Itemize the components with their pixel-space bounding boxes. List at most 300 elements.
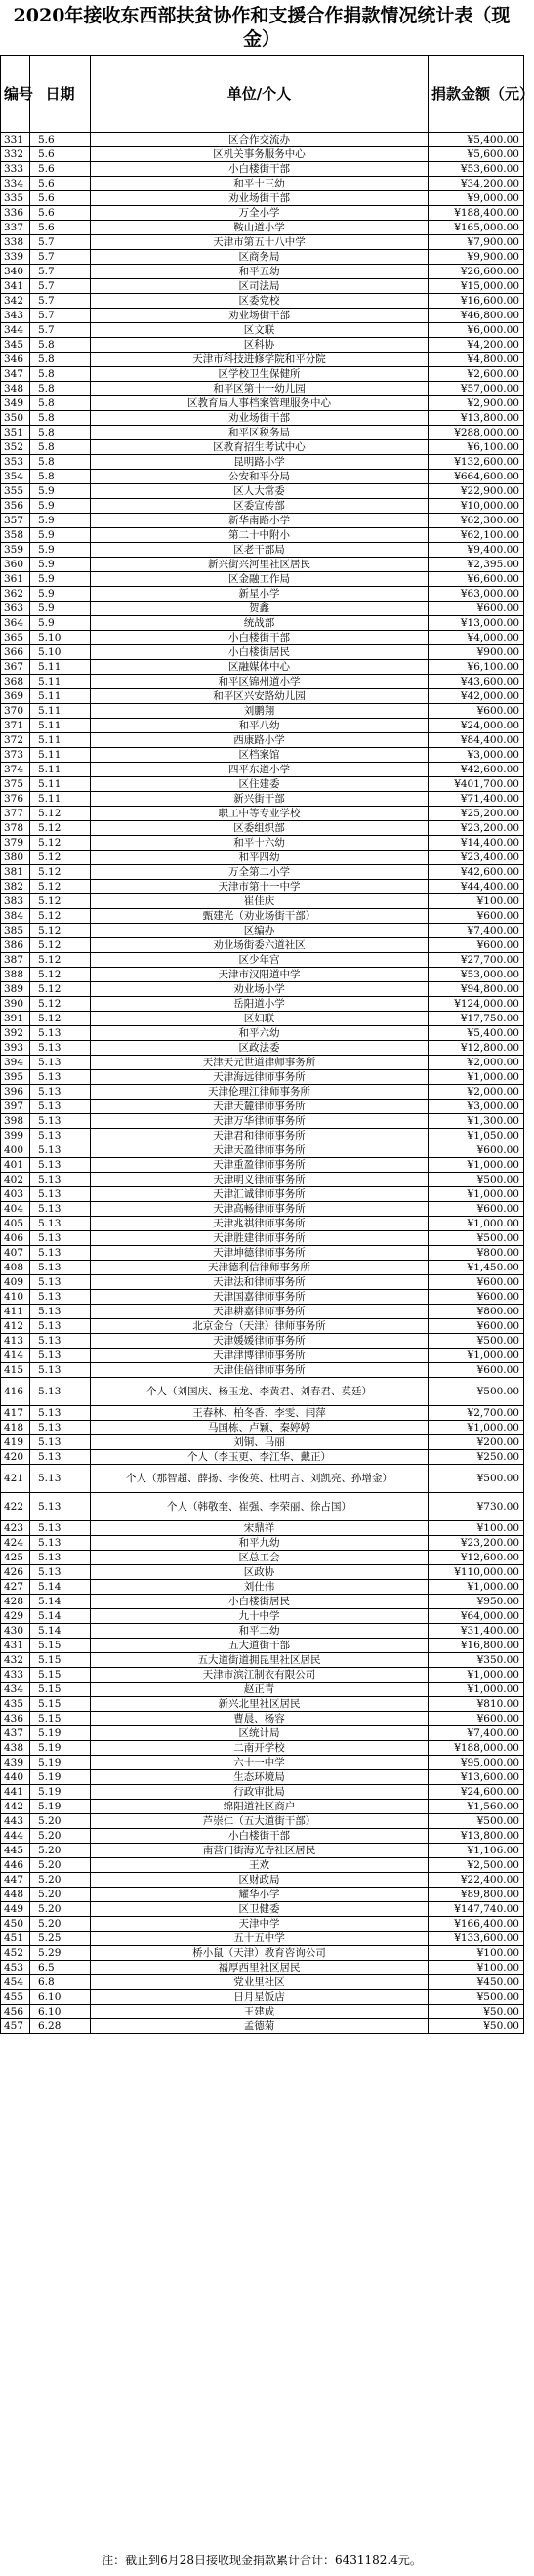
cell-unit: 天津市科技进修学院和平分院 [91, 353, 429, 367]
cell-no: 432 [1, 1653, 30, 1668]
cell-amount: ¥133,600.00 [429, 1932, 524, 1946]
cell-amount: ¥1,000.00 [429, 1217, 524, 1231]
cell-date: 5.12 [30, 909, 91, 924]
table-row [1, 1246, 524, 1261]
cell-unit: 劝业场街干部 [91, 309, 429, 323]
cell-amount: ¥250.00 [429, 1450, 524, 1465]
table-row [1, 1712, 524, 1726]
cell-amount: ¥16,800.00 [429, 1639, 524, 1653]
cell-no: 374 [1, 763, 30, 777]
table-row [1, 1873, 524, 1888]
table-row [1, 221, 524, 235]
cell-date: 5.13 [30, 1319, 91, 1334]
cell-date: 5.25 [30, 1932, 91, 1946]
cell-date: 6.10 [30, 2005, 91, 2019]
cell-no: 362 [1, 587, 30, 602]
cell-amount: ¥2,700.00 [429, 1406, 524, 1421]
cell-amount: ¥4,000.00 [429, 631, 524, 645]
cell-unit: 天津胜建律师事务所 [91, 1231, 429, 1246]
cell-amount: ¥1,000.00 [429, 1187, 524, 1202]
table-row [1, 1334, 524, 1349]
cell-date: 5.20 [30, 1888, 91, 1902]
table-row [1, 470, 524, 484]
table-row [1, 162, 524, 177]
cell-unit: 区委宣传部 [91, 499, 429, 514]
cell-amount: ¥5,600.00 [429, 147, 524, 162]
cell-amount: ¥50.00 [429, 2019, 524, 2034]
cell-amount: ¥57,000.00 [429, 382, 524, 396]
cell-date: 5.6 [30, 133, 91, 147]
table-row [1, 133, 524, 147]
cell-no: 349 [1, 396, 30, 411]
table-row [1, 1551, 524, 1565]
cell-no: 390 [1, 997, 30, 1012]
cell-date: 5.14 [30, 1580, 91, 1595]
cell-unit: 天津君和律师事务所 [91, 1129, 429, 1143]
cell-unit: 天津天盈律师事务所 [91, 1143, 429, 1158]
cell-unit: 区融媒体中心 [91, 660, 429, 675]
cell-unit: 岳阳道小学 [91, 997, 429, 1012]
cell-amount: ¥188,000.00 [429, 1741, 524, 1756]
cell-amount: ¥13,800.00 [429, 411, 524, 426]
cell-date: 5.19 [30, 1770, 91, 1785]
cell-no: 375 [1, 777, 30, 792]
cell-no: 348 [1, 382, 30, 396]
cell-date: 5.10 [30, 631, 91, 645]
table-row [1, 1114, 524, 1129]
cell-date: 5.9 [30, 602, 91, 616]
cell-date: 5.12 [30, 836, 91, 851]
cell-amount: ¥1,000.00 [429, 1668, 524, 1683]
cell-date: 5.8 [30, 353, 91, 367]
table-row [1, 543, 524, 558]
table-row [1, 2019, 524, 2034]
cell-no: 403 [1, 1187, 30, 1202]
table-row [1, 1521, 524, 1536]
cell-no: 357 [1, 514, 30, 528]
cell-no: 417 [1, 1406, 30, 1421]
cell-amount: ¥7,400.00 [429, 1726, 524, 1741]
table-row [1, 147, 524, 162]
cell-amount: ¥1,000.00 [429, 1158, 524, 1173]
cell-amount: ¥147,740.00 [429, 1902, 524, 1917]
table-row [1, 558, 524, 572]
cell-date: 5.13 [30, 1363, 91, 1378]
cell-amount: ¥24,000.00 [429, 719, 524, 733]
cell-date: 5.13 [30, 1465, 91, 1493]
cell-date: 5.7 [30, 235, 91, 250]
cell-unit: 宋鼎祥 [91, 1521, 429, 1536]
cell-no: 352 [1, 440, 30, 455]
table-row [1, 396, 524, 411]
table-row [1, 836, 524, 851]
cell-unit: 六十一中学 [91, 1756, 429, 1770]
table-row [1, 426, 524, 440]
table-row [1, 1085, 524, 1100]
cell-no: 424 [1, 1536, 30, 1551]
cell-no: 353 [1, 455, 30, 470]
cell-unit: 劝业场街委六道社区 [91, 938, 429, 953]
cell-amount: ¥2,900.00 [429, 396, 524, 411]
cell-amount: ¥100.00 [429, 894, 524, 909]
cell-unit: 职工中等专业学校 [91, 807, 429, 821]
cell-date: 5.11 [30, 763, 91, 777]
cell-unit: 区财政局 [91, 1873, 429, 1888]
table-row [1, 1536, 524, 1551]
cell-unit: 王欢 [91, 1858, 429, 1873]
cell-date: 5.13 [30, 1435, 91, 1450]
cell-unit: 天津中学 [91, 1917, 429, 1932]
table-row [1, 1231, 524, 1246]
cell-unit: 区档案馆 [91, 748, 429, 763]
cell-date: 5.15 [30, 1697, 91, 1712]
cell-amount: ¥5,400.00 [429, 1026, 524, 1041]
cell-no: 451 [1, 1932, 30, 1946]
cell-date: 5.7 [30, 323, 91, 338]
cell-unit: 天津海远律师事务所 [91, 1070, 429, 1085]
cell-no: 440 [1, 1770, 30, 1785]
cell-no: 335 [1, 191, 30, 206]
table-row [1, 1363, 524, 1378]
cell-date: 5.13 [30, 1173, 91, 1187]
cell-unit: 个人（刘国庆、杨玉龙、李黄君、刘春君、莫廷） [91, 1378, 429, 1406]
cell-unit: 天津国嘉律师事务所 [91, 1290, 429, 1305]
cell-unit: 区妇联 [91, 1012, 429, 1026]
table-row [1, 675, 524, 689]
cell-amount: ¥165,000.00 [429, 221, 524, 235]
cell-no: 444 [1, 1829, 30, 1844]
cell-no: 354 [1, 470, 30, 484]
table-row [1, 572, 524, 587]
cell-no: 395 [1, 1070, 30, 1085]
cell-amount: ¥132,600.00 [429, 455, 524, 470]
cell-unit: 小白楼街居民 [91, 645, 429, 660]
table-row [1, 1041, 524, 1056]
cell-date: 5.13 [30, 1143, 91, 1158]
cell-amount: ¥4,800.00 [429, 353, 524, 367]
cell-no: 383 [1, 894, 30, 909]
table-row [1, 1829, 524, 1844]
cell-unit: 行政审批局 [91, 1785, 429, 1800]
cell-no: 412 [1, 1319, 30, 1334]
cell-unit: 新星小学 [91, 587, 429, 602]
cell-unit: 和平区锦州道小学 [91, 675, 429, 689]
cell-no: 426 [1, 1565, 30, 1580]
cell-amount: ¥50.00 [429, 2005, 524, 2019]
cell-unit: 天津耕嘉律师事务所 [91, 1305, 429, 1319]
table-row [1, 1421, 524, 1435]
cell-unit: 小白楼街干部 [91, 162, 429, 177]
cell-unit: 万全第二小学 [91, 865, 429, 880]
cell-amount: ¥53,600.00 [429, 162, 524, 177]
cell-unit: 和平六幼 [91, 1026, 429, 1041]
cell-no: 439 [1, 1756, 30, 1770]
cell-no: 449 [1, 1902, 30, 1917]
cell-date: 6.8 [30, 1975, 91, 1990]
cell-amount: ¥4,200.00 [429, 338, 524, 353]
cell-no: 445 [1, 1844, 30, 1858]
cell-unit: 和平区兴安路幼儿园 [91, 689, 429, 704]
cell-no: 436 [1, 1712, 30, 1726]
table-row [1, 528, 524, 543]
cell-no: 442 [1, 1800, 30, 1814]
cell-unit: 天津津博律师事务所 [91, 1349, 429, 1363]
cell-amount: ¥62,300.00 [429, 514, 524, 528]
cell-unit: 区合作交流办 [91, 133, 429, 147]
cell-date: 5.9 [30, 543, 91, 558]
table-row [1, 279, 524, 294]
cell-no: 456 [1, 2005, 30, 2019]
cell-no: 343 [1, 309, 30, 323]
cell-unit: 甄建光（劝业场街干部） [91, 909, 429, 924]
cell-unit: 天津法和律师事务所 [91, 1275, 429, 1290]
cell-date: 5.10 [30, 645, 91, 660]
cell-date: 5.9 [30, 572, 91, 587]
cell-unit: 西康路小学 [91, 733, 429, 748]
cell-no: 425 [1, 1551, 30, 1565]
table-row [1, 1697, 524, 1712]
cell-amount: ¥23,200.00 [429, 1536, 524, 1551]
cell-unit: 和平四幼 [91, 851, 429, 865]
cell-unit: 劝业场小学 [91, 982, 429, 997]
cell-amount: ¥401,700.00 [429, 777, 524, 792]
cell-unit: 天津德利信律师事务所 [91, 1261, 429, 1275]
cell-unit: 四平东道小学 [91, 763, 429, 777]
cell-unit: 天津市滨江制衣有限公司 [91, 1668, 429, 1683]
cell-amount: ¥53,000.00 [429, 968, 524, 982]
table-row [1, 2005, 524, 2019]
table-row [1, 1756, 524, 1770]
cell-no: 384 [1, 909, 30, 924]
cell-unit: 和平八幼 [91, 719, 429, 733]
cell-date: 5.8 [30, 440, 91, 455]
cell-no: 455 [1, 1990, 30, 2005]
cell-amount: ¥1,000.00 [429, 1349, 524, 1363]
table-row [1, 1888, 524, 1902]
table-row [1, 777, 524, 792]
cell-amount: ¥6,100.00 [429, 440, 524, 455]
table-row [1, 499, 524, 514]
cell-date: 5.13 [30, 1026, 91, 1041]
cell-unit: 新兴街干部 [91, 792, 429, 807]
cell-date: 5.15 [30, 1683, 91, 1697]
cell-no: 372 [1, 733, 30, 748]
cell-amount: ¥3,000.00 [429, 748, 524, 763]
cell-unit: 芦崇仁（五大道街干部） [91, 1814, 429, 1829]
cell-amount: ¥600.00 [429, 938, 524, 953]
cell-unit: 公安和平分局 [91, 470, 429, 484]
cell-amount: ¥43,600.00 [429, 675, 524, 689]
cell-no: 404 [1, 1202, 30, 1217]
table-row [1, 353, 524, 367]
table-row [1, 704, 524, 719]
cell-date: 5.13 [30, 1290, 91, 1305]
cell-no: 420 [1, 1450, 30, 1465]
cell-date: 5.14 [30, 1595, 91, 1609]
table-row [1, 1595, 524, 1609]
cell-no: 337 [1, 221, 30, 235]
cell-unit: 区司法局 [91, 279, 429, 294]
cell-amount: ¥600.00 [429, 1290, 524, 1305]
cell-amount: ¥188,400.00 [429, 206, 524, 221]
table-row [1, 1349, 524, 1363]
table-row [1, 1609, 524, 1624]
table-row [1, 1187, 524, 1202]
cell-unit: 孟德菊 [91, 2019, 429, 2034]
cell-date: 5.8 [30, 470, 91, 484]
cell-amount: ¥84,400.00 [429, 733, 524, 748]
cell-unit: 天津市第五十八中学 [91, 235, 429, 250]
cell-amount: ¥900.00 [429, 645, 524, 660]
table-row [1, 1261, 524, 1275]
cell-date: 5.13 [30, 1421, 91, 1435]
cell-unit: 桥小鼠（天津）教育咨询公司 [91, 1946, 429, 1961]
table-row [1, 1158, 524, 1173]
header-no: 编号 [1, 56, 30, 133]
table-row [1, 631, 524, 645]
cell-amount: ¥42,600.00 [429, 763, 524, 777]
cell-amount: ¥2,395.00 [429, 558, 524, 572]
cell-unit: 区政协 [91, 1565, 429, 1580]
cell-no: 416 [1, 1378, 30, 1406]
cell-amount: ¥166,400.00 [429, 1917, 524, 1932]
cell-amount: ¥1,000.00 [429, 1683, 524, 1697]
cell-date: 5.20 [30, 1858, 91, 1873]
cell-amount: ¥10,000.00 [429, 499, 524, 514]
cell-amount: ¥2,500.00 [429, 1858, 524, 1873]
cell-no: 379 [1, 836, 30, 851]
table-row [1, 206, 524, 221]
cell-no: 393 [1, 1041, 30, 1056]
cell-date: 5.11 [30, 660, 91, 675]
cell-unit: 小白楼街居民 [91, 1595, 429, 1609]
cell-date: 5.12 [30, 924, 91, 938]
cell-unit: 南营门街海光寺社区居民 [91, 1844, 429, 1858]
cell-unit: 天津兆祺律师事务所 [91, 1217, 429, 1231]
table-row [1, 1741, 524, 1756]
cell-unit: 和平十三幼 [91, 177, 429, 191]
table-row [1, 1580, 524, 1595]
cell-date: 5.13 [30, 1551, 91, 1565]
cell-unit: 天津市汉阳道中学 [91, 968, 429, 982]
cell-no: 377 [1, 807, 30, 821]
table-row [1, 1305, 524, 1319]
cell-amount: ¥31,400.00 [429, 1624, 524, 1639]
table-row [1, 909, 524, 924]
cell-no: 363 [1, 602, 30, 616]
header-amount: 捐款金额（元） [429, 56, 524, 133]
cell-no: 366 [1, 645, 30, 660]
cell-no: 398 [1, 1114, 30, 1129]
cell-amount: ¥7,900.00 [429, 235, 524, 250]
cell-unit: 和平区税务局 [91, 426, 429, 440]
cell-amount: ¥600.00 [429, 704, 524, 719]
cell-unit: 天津市第十一中学 [91, 880, 429, 894]
cell-date: 5.20 [30, 1902, 91, 1917]
cell-date: 5.12 [30, 821, 91, 836]
table-row [1, 763, 524, 777]
donation-table [0, 55, 534, 2034]
cell-no: 434 [1, 1683, 30, 1697]
table-row [1, 821, 524, 836]
cell-no: 422 [1, 1493, 30, 1521]
cell-unit: 小白楼街干部 [91, 1829, 429, 1844]
cell-no: 447 [1, 1873, 30, 1888]
cell-date: 5.8 [30, 382, 91, 396]
cell-unit: 刘铜、马丽 [91, 1435, 429, 1450]
cell-date: 5.9 [30, 514, 91, 528]
table-row [1, 294, 524, 309]
cell-amount: ¥600.00 [429, 1712, 524, 1726]
table-row [1, 1406, 524, 1421]
cell-amount: ¥6,100.00 [429, 660, 524, 675]
table-row [1, 1202, 524, 1217]
cell-amount: ¥22,400.00 [429, 1873, 524, 1888]
cell-date: 5.11 [30, 689, 91, 704]
cell-no: 431 [1, 1639, 30, 1653]
cell-no: 385 [1, 924, 30, 938]
cell-no: 397 [1, 1100, 30, 1114]
cell-date: 5.13 [30, 1334, 91, 1349]
cell-date: 5.6 [30, 177, 91, 191]
cell-amount: ¥9,000.00 [429, 191, 524, 206]
table-row [1, 587, 524, 602]
cell-no: 380 [1, 851, 30, 865]
table-row [1, 1785, 524, 1800]
cell-date: 5.8 [30, 426, 91, 440]
cell-no: 358 [1, 528, 30, 543]
cell-unit: 个人（那智超、薛扬、李俊英、杜明言、刘凯亮、孙增金） [91, 1465, 429, 1493]
table-row [1, 1975, 524, 1990]
cell-date: 5.13 [30, 1261, 91, 1275]
cell-date: 5.12 [30, 982, 91, 997]
table-body [1, 133, 524, 2034]
cell-unit: 和平五幼 [91, 265, 429, 279]
cell-date: 5.6 [30, 206, 91, 221]
cell-no: 423 [1, 1521, 30, 1536]
cell-unit: 耀华小学 [91, 1888, 429, 1902]
cell-no: 367 [1, 660, 30, 675]
cell-no: 388 [1, 968, 30, 982]
cell-date: 5.13 [30, 1305, 91, 1319]
cell-amount: ¥100.00 [429, 1521, 524, 1536]
cell-no: 401 [1, 1158, 30, 1173]
cell-date: 5.9 [30, 484, 91, 499]
cell-date: 5.6 [30, 162, 91, 177]
table-row [1, 1683, 524, 1697]
cell-amount: ¥288,000.00 [429, 426, 524, 440]
cell-amount: ¥1,106.00 [429, 1844, 524, 1858]
cell-date: 5.7 [30, 309, 91, 323]
cell-no: 369 [1, 689, 30, 704]
cell-amount: ¥500.00 [429, 1173, 524, 1187]
cell-date: 5.6 [30, 147, 91, 162]
cell-unit: 区学校卫生保健所 [91, 367, 429, 382]
cell-no: 386 [1, 938, 30, 953]
cell-no: 450 [1, 1917, 30, 1932]
cell-no: 342 [1, 294, 30, 309]
cell-date: 5.20 [30, 1814, 91, 1829]
cell-date: 5.11 [30, 748, 91, 763]
table-row [1, 1917, 524, 1932]
cell-amount: ¥62,100.00 [429, 528, 524, 543]
table-row [1, 1844, 524, 1858]
cell-date: 5.13 [30, 1158, 91, 1173]
cell-no: 419 [1, 1435, 30, 1450]
table-row [1, 1639, 524, 1653]
table-row [1, 1012, 524, 1026]
cell-unit: 小白楼街干部 [91, 631, 429, 645]
